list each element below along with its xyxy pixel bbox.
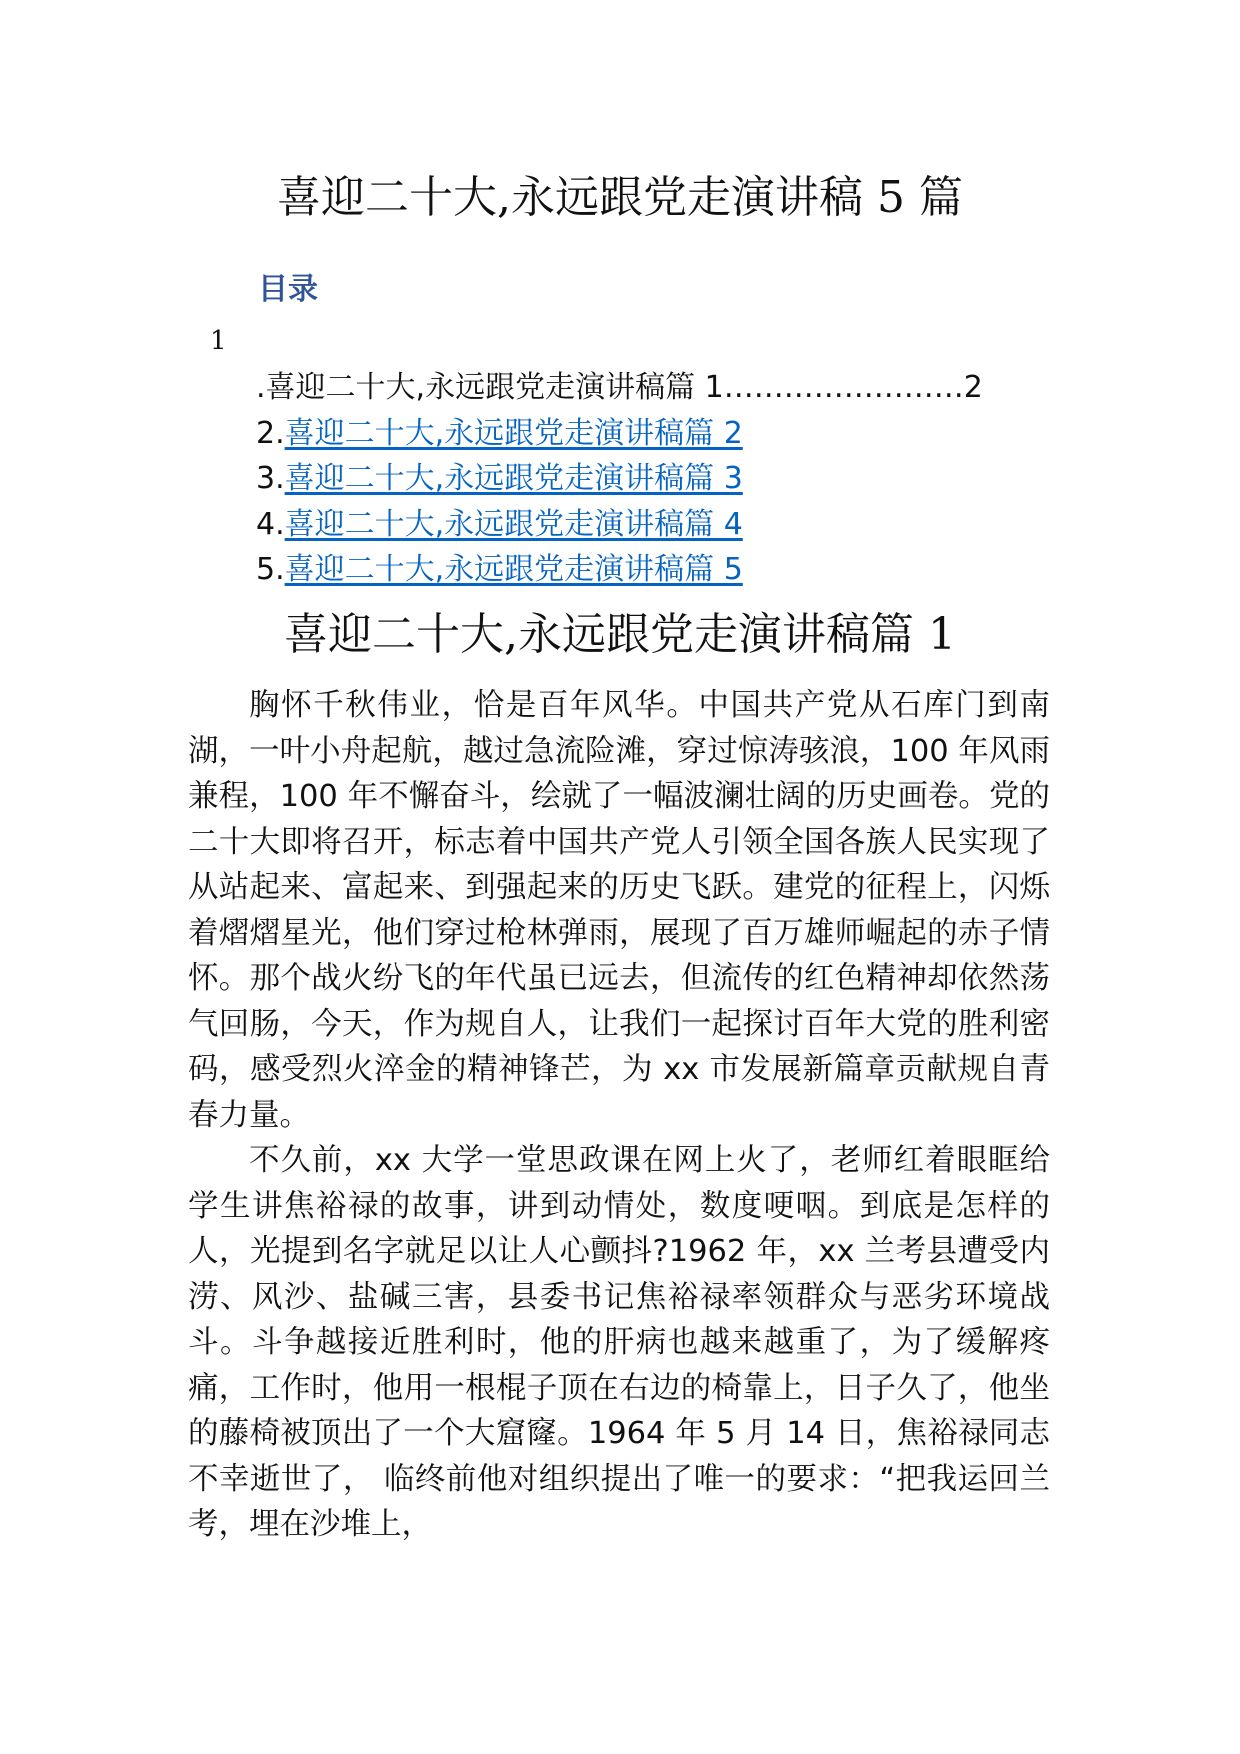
body-paragraph-2: 不久前，xx 大学一堂思政课在网上火了，老师红着眼眶给学生讲焦裕禄的故事，讲到动情处，数度哽咽。到底是怎样的人，光提到名字就足以让人心颤抖?1962 年，xx 兰考县遭受内涝、风沙、盐碱三害，县委书记焦裕禄率领群众与恶劣环境战斗。斗争越接近胜利时，他的肝病也越来越重了，为了缓解疼痛，工作时，他用一根棍子顶在右边的椅靠上，日子久了，他坐的藤椅被顶出了一个大窟窿。1964 年 5 月 14 日，焦裕禄同志不幸逝世了， 临终前他对组织提出了唯一的要求：“把我运回兰考，埋在沙堆上， — [188, 1143, 1050, 1542]
toc-item-2-link[interactable]: 喜迎二十大,永远跟党走演讲稿篇 2 — [284, 415, 743, 451]
document-title: 喜迎二十大,永远跟党走演讲稿 5 篇 — [277, 172, 963, 223]
toc-stray-number: 1 — [210, 326, 227, 356]
toc-heading: 目录 — [258, 272, 318, 307]
toc-item-4-prefix: 4. — [256, 506, 285, 542]
section-body — [188, 683, 1050, 1548]
toc-item-4-link[interactable]: 喜迎二十大,永远跟党走演讲稿篇 4 — [284, 506, 743, 542]
toc-item-5-link[interactable]: 喜迎二十大,永远跟党走演讲稿篇 5 — [284, 552, 743, 587]
table-of-contents — [256, 365, 1056, 593]
toc-item-2 — [256, 411, 1056, 457]
toc-item-1[interactable] — [256, 365, 1056, 411]
toc-item-3-prefix: 3. — [256, 461, 285, 496]
toc-item-1-page: 2 — [963, 370, 983, 405]
section-title: 喜迎二十大,永远跟党走演讲稿篇 1 — [284, 609, 956, 660]
toc-item-3 — [256, 456, 1056, 502]
toc-item-4 — [256, 502, 1056, 548]
body-paragraph-1: 胸怀千秋伟业，恰是百年风华。中国共产党从石库门到南湖，一叶小舟起航，越过急流险滩，穿过惊涛骇浪，100 年风雨兼程，100 年不懈奋斗，绘就了一幅波澜壮阔的历史画卷。党的二十大即将召开，标志着中国共产党人引领全国各族人民实现了从站起来、富起来、到强起来的历史飞跃。建党的征程上，闪烁着熠熠星光，他们穿过枪林弹雨，展现了百万雄师崛起的赤子情怀。那个战火纷飞的年代虽已远去，但流传的红色精神却依然荡气回肠，今天，作为规自人，让我们一起探讨百年大党的胜利密码，感受烈火淬金的精神锋芒，为 xx 市发展新篇章贡献规自青春力量。 — [188, 688, 1050, 1133]
toc-item-3-link[interactable]: 喜迎二十大,永远跟党走演讲稿篇 3 — [284, 461, 743, 496]
toc-item-5 — [256, 547, 1056, 593]
toc-item-1-leader: …………………… — [723, 370, 964, 405]
toc-item-5-prefix: 5. — [256, 552, 285, 587]
toc-item-2-prefix: 2. — [256, 415, 285, 451]
toc-item-1-text: .喜迎二十大,永远跟党走演讲稿篇 1 — [256, 370, 724, 405]
